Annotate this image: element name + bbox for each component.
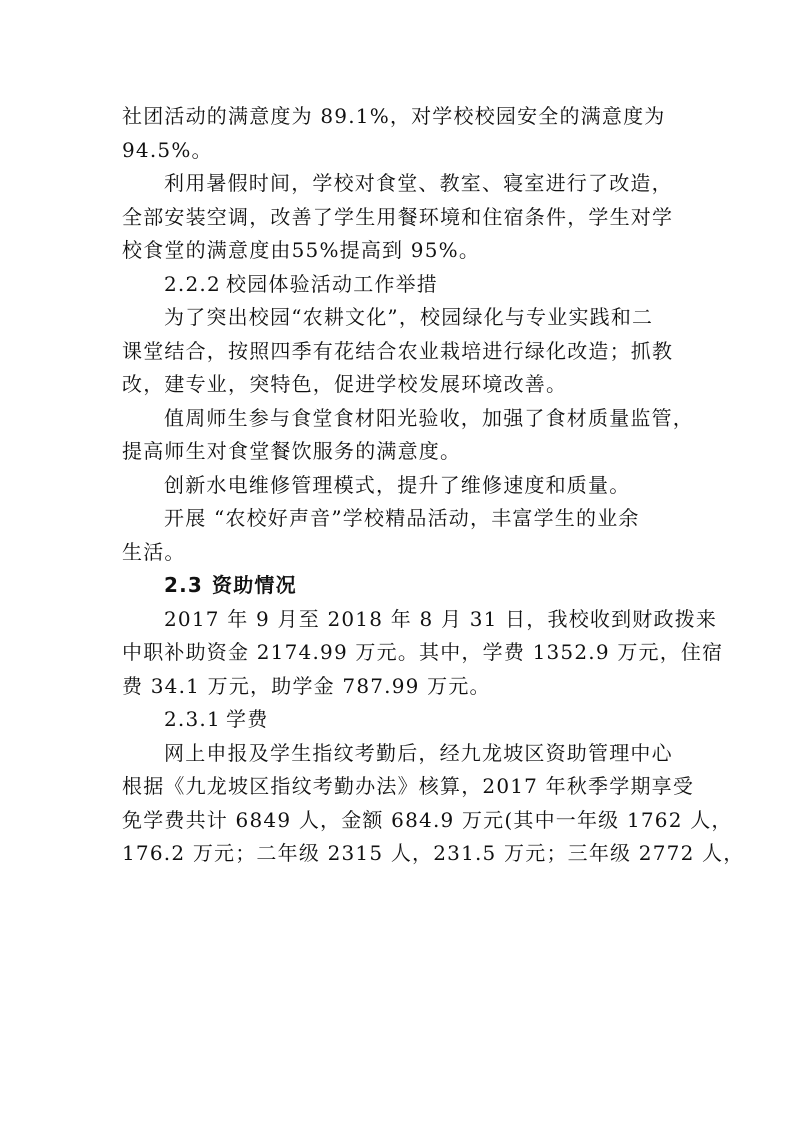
paragraph-line: 开展 “农校好声音”学校精品活动，丰富学生的业余 (164, 506, 640, 530)
paragraph-line: 2017 年 9 月至 2018 年 8 月 31 日，我校收到财政拨来 (164, 606, 718, 631)
section-title: 学费 (226, 707, 269, 731)
paragraph-line: 176.2 万元；二年级 2315 人，231.5 万元；三年级 2772 人， (122, 841, 745, 865)
paragraph-line: 改，建专业，突特色，促进学校发展环境改善。 (122, 372, 568, 396)
section-heading-2-3 (122, 569, 682, 603)
section-number: 2.2.2 (164, 271, 221, 296)
paragraph-line: 全部安装空调，改善了学生用餐环境和住宿条件，学生对学 (122, 204, 674, 229)
section-number: 2.3.1 (164, 707, 221, 731)
paragraph-line: 课堂结合，按照四季有花结合农业栽培进行绿化改造；抓教 (122, 338, 674, 363)
paragraph-line: 提高师生对食堂餐饮服务的满意度。 (122, 439, 462, 463)
paragraph-line: 94.5%。 (122, 137, 213, 162)
section-title: 校园体验活动工作举措 (226, 271, 438, 296)
paragraph-line: 利用暑假时间，学校对食堂、教室、寝室进行了改造， (164, 171, 673, 195)
section-heading-2-2-2 (122, 268, 682, 302)
paragraph-line: 为了突出校园“农耕文化”，校园绿化与专业实践和二 (164, 305, 654, 329)
section-title: 资助情况 (212, 573, 297, 597)
paragraph-line: 网上申报及学生指纹考勤后，经九龙坡区资助管理中心 (164, 740, 673, 765)
section-number: 2.3 (164, 573, 204, 597)
paragraph-line: 值周师生参与食堂食材阳光验收，加强了食材质量监管， (164, 405, 694, 430)
paragraph-line: 免学费共计 6849 人，金额 684.9 万元(其中一年级 1762 人， (122, 807, 733, 832)
document-page (122, 100, 745, 871)
paragraph-line: 校食堂的满意度由55%提高到 95%。 (122, 238, 481, 262)
paragraph-line: 费 34.1 万元，助学金 787.99 万元。 (122, 673, 491, 698)
paragraph-line: 社团活动的满意度为 89.1%，对学校校园安全的满意度为 (122, 104, 666, 128)
paragraph-line: 中职补助资金 2174.99 万元。其中，学费 1352.9 万元，住宿 (122, 640, 724, 664)
section-heading-2-3-1 (122, 703, 682, 737)
paragraph-line: 根据《九龙坡区指纹考勤办法》核算，2017 年秋季学期享受 (122, 774, 695, 798)
paragraph-line: 创新水电维修管理模式，提升了维修速度和质量。 (164, 472, 631, 497)
paragraph-line: 生活。 (122, 539, 186, 564)
